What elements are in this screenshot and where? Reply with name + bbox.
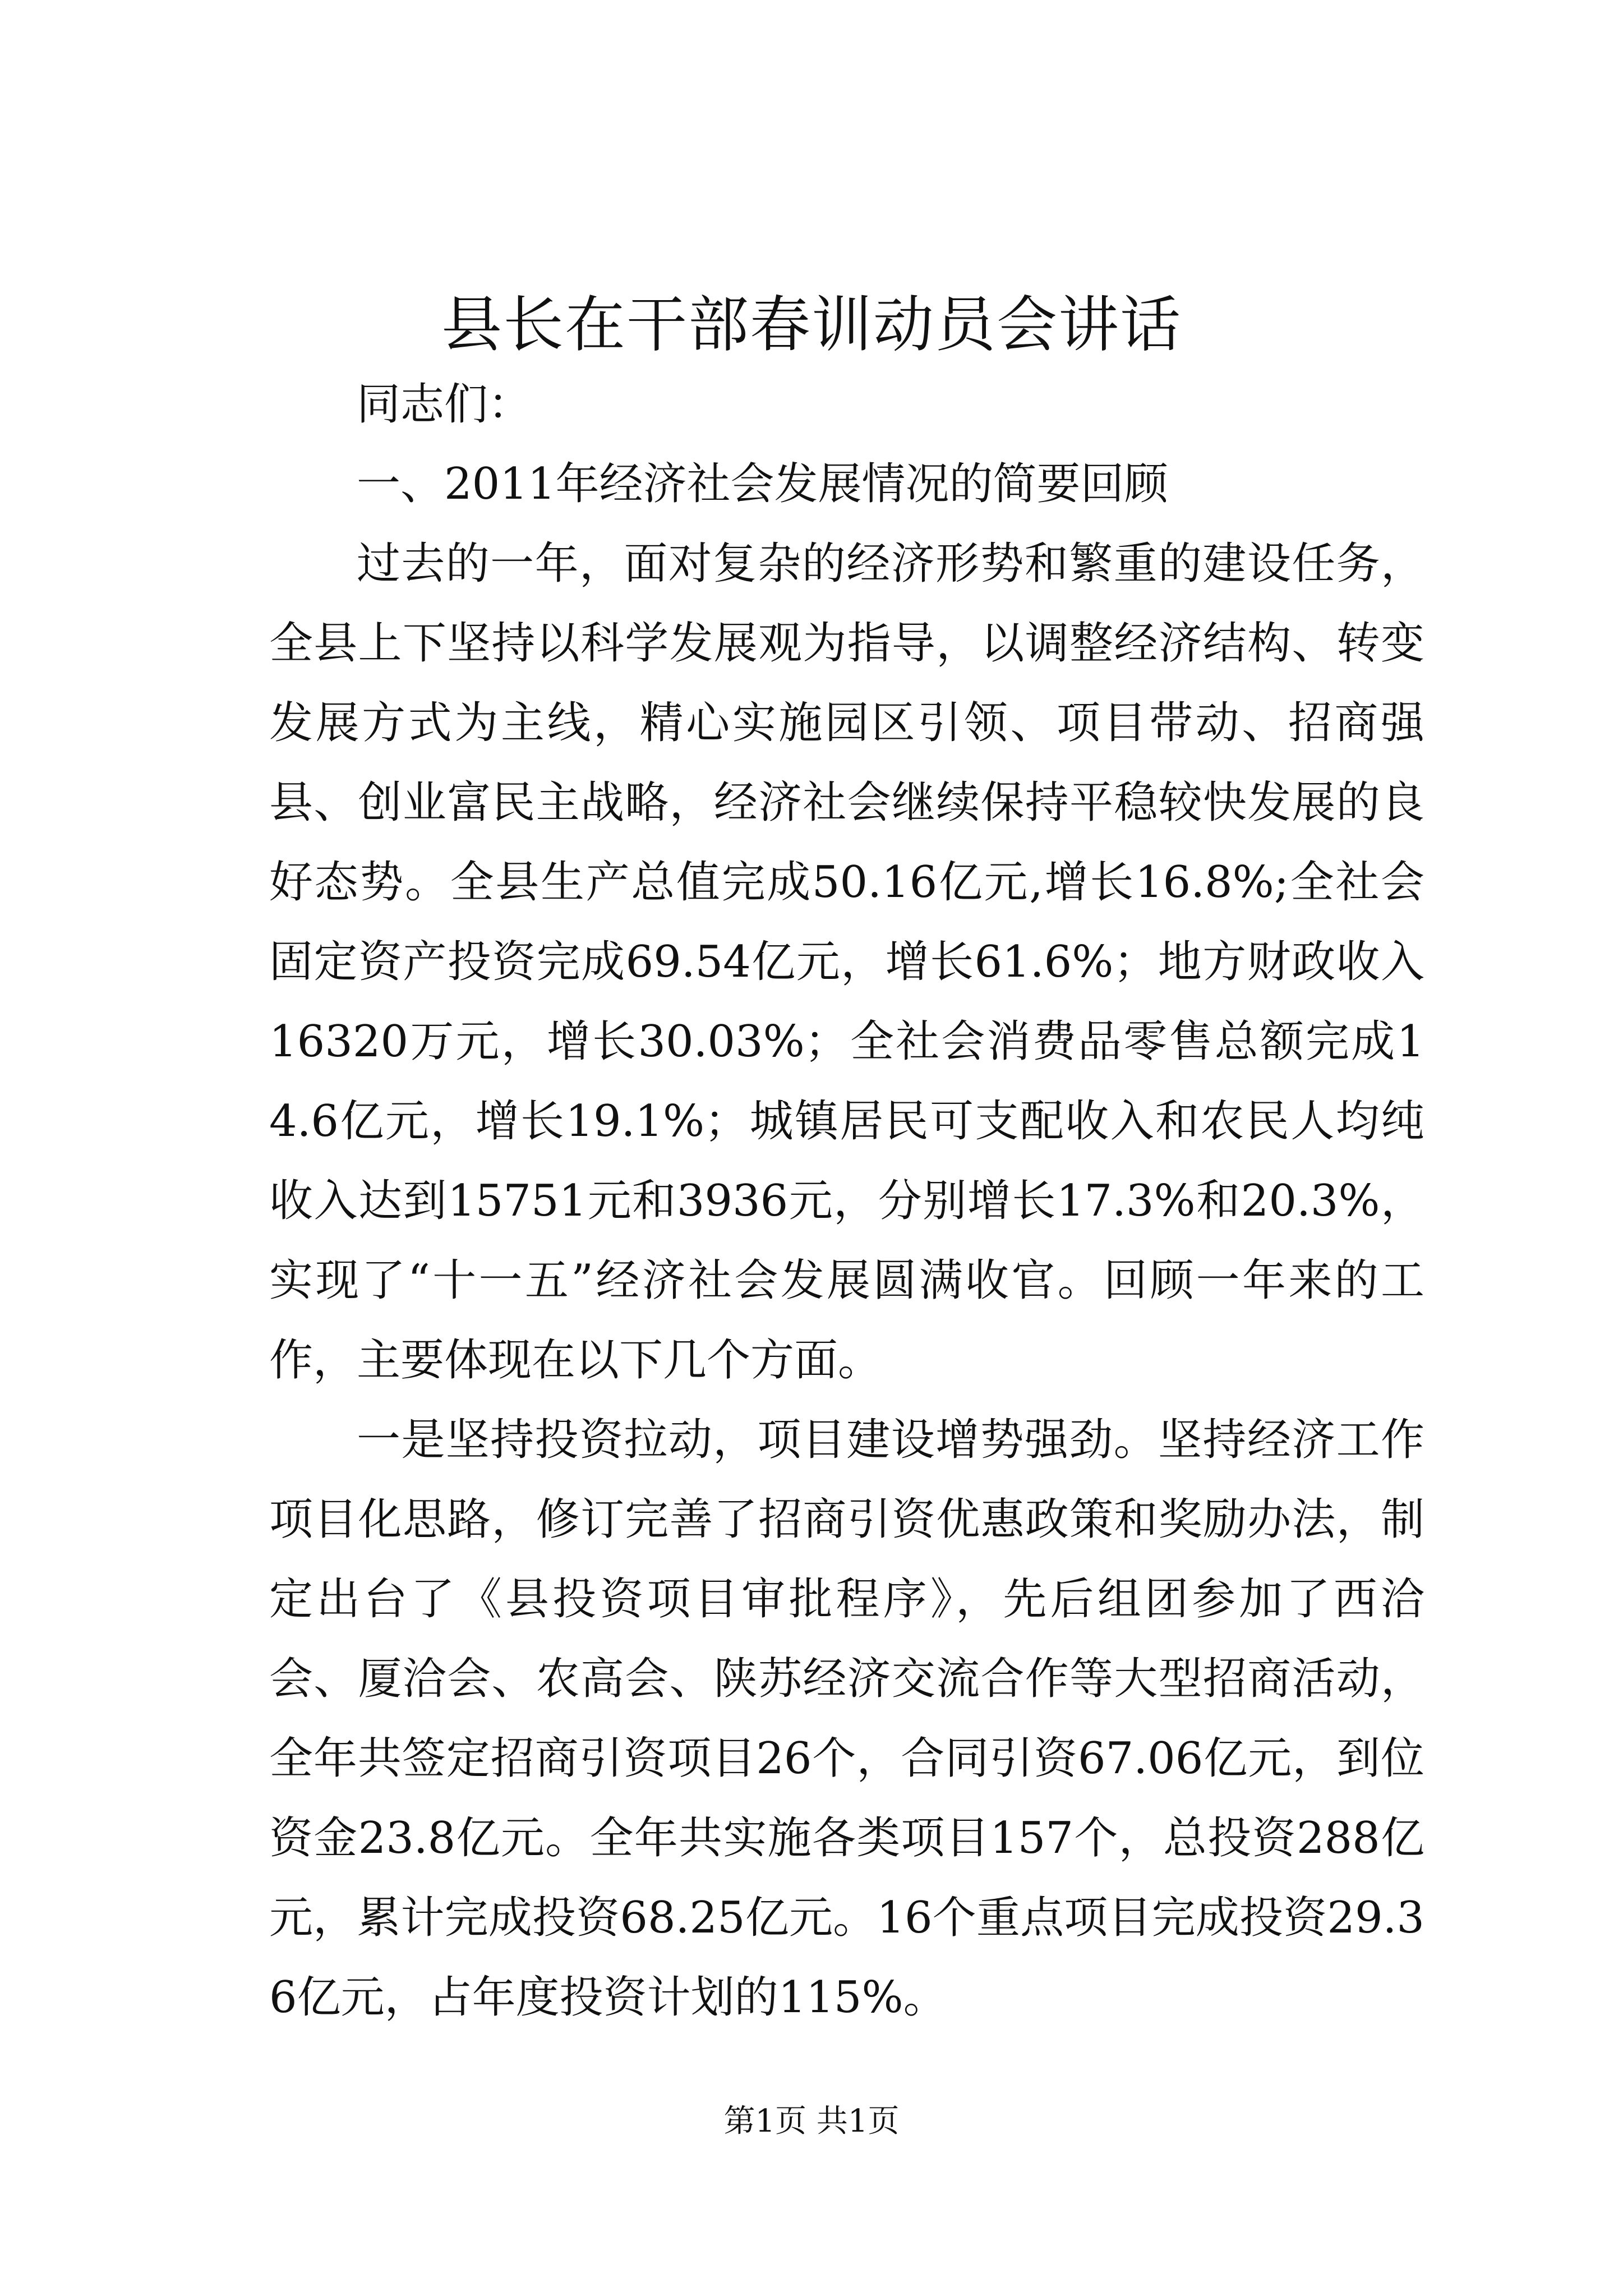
document-title: 县长在干部春训动员会讲话 [441, 290, 1182, 360]
document-body [269, 365, 1424, 2037]
page-footer: 第1页 共1页 [723, 2103, 900, 2139]
body-paragraph: 一是坚持投资拉动，项目建设增势强劲。坚持经济工作项目化思路，修订完善了招商引资优惠政策和奖励办法，制定出台了《县投资项目审批程序》，先后组团参加了西洽会、厦洽会、农高会、陕苏经济交流合作等大型招商活动，全年共签定招商引资项目26个，合同引资67.06亿元，到位资金23.8亿元。全年共实施各类项目157个，总投资288亿元，累计完成投资68.25亿元。16个重点项目完成投资29.36亿元，占年度投资计划的115%。 [269, 1415, 1424, 2023]
salutation: 同志们： [357, 379, 532, 430]
body-paragraph: 过去的一年，面对复杂的经济形势和繁重的建设任务，全县上下坚持以科学发展观为指导，以调整经济结构、转变发展方式为主线，精心实施园区引领、项目带动、招商强县、创业富民主战略，经济社会继续保持平稳较快发展的良好态势。全县生产总值完成50.16亿元,增长16.8%;全社会固定资产投资完成69.54亿元，增长61.6%；地方财政收入16320万元，增长30.03%；全社会消费品零售总额完成14.6亿元，增长19.1%；城镇居民可支配收入和农民人均纯收入达到15751元和3936元，分别增长17.3%和20.3%，实现了“十一五”经济社会发展圆满收官。回顾一年来的工作，主要体现在以下几个方面。 [269, 539, 1424, 1386]
section-heading: 一、2011年经济社会发展情况的简要回顾 [357, 459, 1168, 509]
